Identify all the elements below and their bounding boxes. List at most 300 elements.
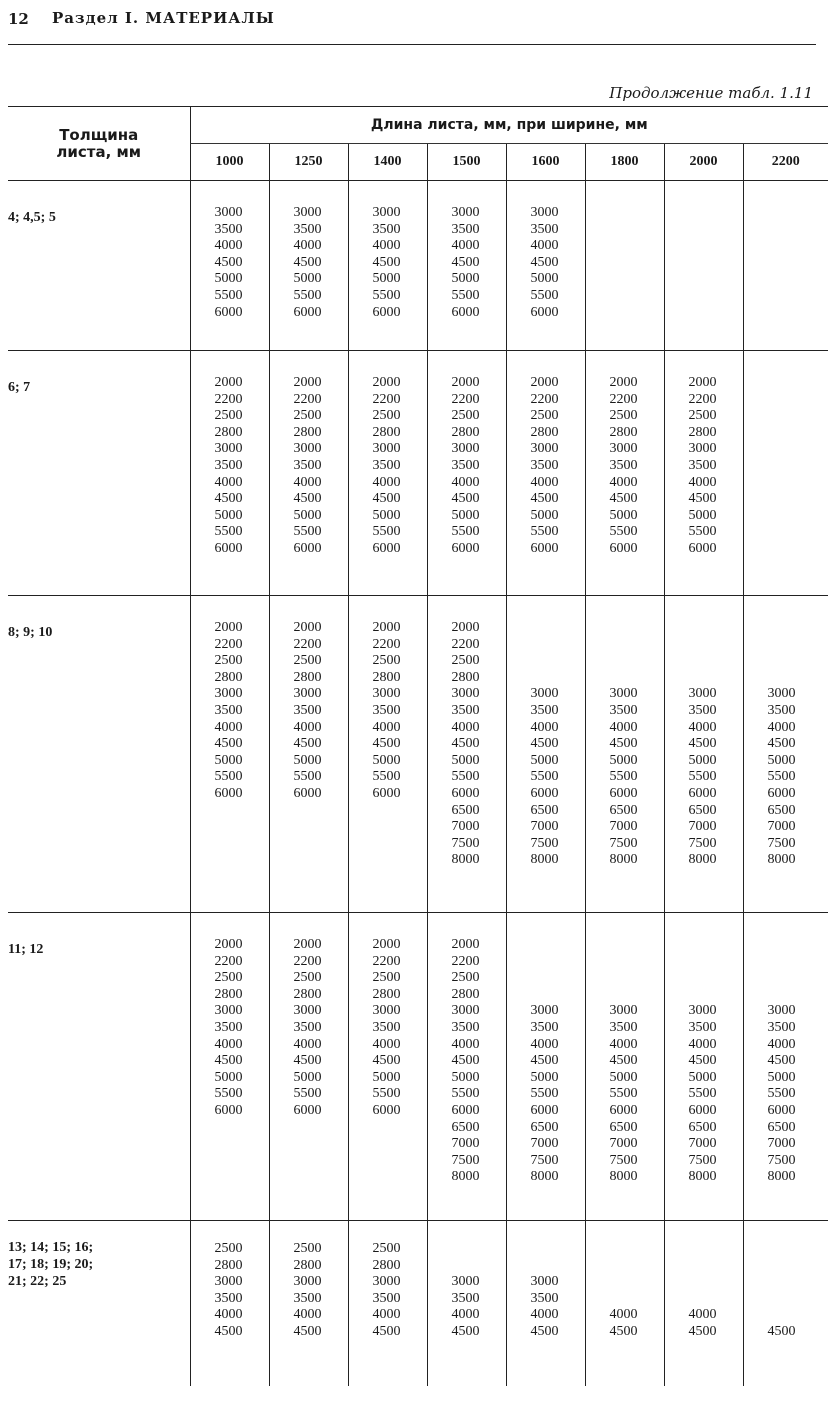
length-value: 5500 [372, 769, 401, 785]
thickness-header [8, 107, 190, 181]
length-value: 6000 [688, 540, 717, 556]
length-value: 6000 [372, 304, 401, 320]
length-value: 6000 [293, 1102, 322, 1118]
length-value [531, 1241, 585, 1258]
length-value [610, 670, 664, 687]
length-value: 2500 [293, 653, 322, 669]
length-value: 4000 [293, 238, 322, 254]
length-value: 4500 [767, 1053, 796, 1069]
length-value: 4000 [609, 1036, 638, 1052]
length-value: 3500 [609, 457, 638, 473]
length-value: 5000 [688, 1069, 717, 1085]
length-value: 3000 [451, 1003, 480, 1019]
length-value: 6000 [372, 1102, 401, 1118]
length-value: 2800 [372, 424, 401, 440]
length-value: 4500 [372, 736, 401, 752]
length-value [689, 970, 743, 987]
length-value: 3500 [609, 702, 638, 718]
length-value: 2000 [293, 620, 322, 635]
length-value: 6000 [214, 540, 243, 556]
length-value: 5000 [609, 507, 638, 523]
length-value: 4000 [767, 1036, 796, 1052]
length-value: 4000 [293, 1036, 322, 1052]
length-value: 2500 [609, 408, 638, 424]
length-value: 4500 [451, 1053, 480, 1069]
length-value: 8000 [609, 1169, 638, 1185]
length-value: 4500 [451, 254, 480, 270]
length-value [768, 653, 829, 670]
length-value: 3500 [530, 702, 559, 718]
thickness-group-row [8, 351, 828, 596]
thickness-value: 21; 22; 25 [8, 1274, 67, 1289]
length-value: 3000 [372, 1003, 401, 1019]
length-value: 5000 [688, 507, 717, 523]
thickness-group-row [8, 913, 828, 1221]
length-value: 7500 [688, 1152, 717, 1168]
length-value: 2000 [214, 375, 243, 390]
length-cell [506, 1221, 585, 1386]
length-value: 4500 [372, 1053, 401, 1069]
thickness-cell [8, 596, 190, 913]
length-value: 6000 [609, 540, 638, 556]
length-value: 6000 [767, 785, 796, 801]
length-value: 5500 [530, 769, 559, 785]
length-value: 4000 [530, 719, 559, 735]
length-value: 3500 [372, 1290, 401, 1306]
length-value: 4000 [214, 474, 243, 490]
length-value: 5500 [293, 524, 322, 540]
length-value: 2000 [372, 375, 401, 390]
length-value: 6500 [451, 802, 480, 818]
length-value: 2800 [451, 986, 480, 1002]
length-value: 4000 [214, 1036, 243, 1052]
length-value: 2800 [214, 1257, 243, 1273]
length-value: 2500 [293, 970, 322, 986]
length-value: 4000 [451, 238, 480, 254]
length-value [531, 987, 585, 1004]
length-value: 5000 [214, 1069, 243, 1085]
length-value [768, 620, 829, 637]
length-value: 6500 [688, 802, 717, 818]
length-cell [506, 351, 585, 596]
length-value [768, 1307, 829, 1324]
length-value: 3500 [688, 1019, 717, 1035]
length-value: 3000 [451, 1274, 480, 1290]
length-value: 7000 [451, 819, 480, 835]
length-value [531, 970, 585, 987]
length-value: 5500 [372, 287, 401, 303]
length-value [689, 1291, 743, 1308]
length-value: 3000 [293, 686, 322, 702]
length-value: 5000 [214, 752, 243, 768]
length-value [610, 1241, 664, 1258]
length-value: 4500 [214, 1053, 243, 1069]
length-value: 6000 [530, 785, 559, 801]
length-value: 3500 [451, 702, 480, 718]
length-value: 5500 [609, 1086, 638, 1102]
length-value: 2800 [293, 1257, 322, 1273]
length-value: 3500 [372, 702, 401, 718]
length-value: 4500 [688, 1053, 717, 1069]
length-value [689, 937, 743, 954]
length-value: 3000 [214, 686, 243, 702]
length-cell [348, 1221, 427, 1386]
length-value: 3000 [372, 1274, 401, 1290]
length-value: 4500 [530, 491, 559, 507]
length-value: 3000 [609, 686, 638, 702]
length-cell [506, 596, 585, 913]
length-value: 6000 [293, 304, 322, 320]
length-value: 2800 [214, 986, 243, 1002]
length-value: 4500 [372, 1323, 401, 1339]
length-value: 2200 [372, 636, 401, 652]
length-cell [269, 596, 348, 913]
length-value: 7000 [609, 1136, 638, 1152]
length-value: 4500 [767, 1323, 796, 1339]
length-value: 4000 [451, 474, 480, 490]
page-header [8, 8, 816, 38]
length-value: 3500 [530, 457, 559, 473]
length-value: 3000 [372, 205, 401, 220]
length-value: 7000 [688, 819, 717, 835]
length-value: 2500 [451, 408, 480, 424]
length-value: 2200 [372, 391, 401, 407]
length-value: 5500 [451, 287, 480, 303]
section-title: Раздел I. МАТЕРИАЛЫ [52, 9, 275, 27]
length-cell [585, 1221, 664, 1386]
length-value [610, 637, 664, 654]
length-header: Длина листа, мм, при ширине, мм [190, 107, 828, 144]
length-value: 5000 [293, 271, 322, 287]
length-value: 4500 [293, 254, 322, 270]
length-value: 5500 [530, 524, 559, 540]
length-value: 6000 [372, 540, 401, 556]
length-value: 5500 [609, 524, 638, 540]
length-value: 5000 [372, 507, 401, 523]
length-value: 2200 [372, 953, 401, 969]
length-value [768, 637, 829, 654]
length-value [768, 670, 829, 687]
length-value: 3000 [767, 686, 796, 702]
length-value: 2800 [372, 1257, 401, 1273]
length-value: 5000 [293, 507, 322, 523]
length-value: 6000 [688, 1102, 717, 1118]
length-value: 2500 [688, 408, 717, 424]
length-value [689, 670, 743, 687]
length-value [689, 954, 743, 971]
length-cell [743, 181, 828, 351]
length-value [768, 937, 829, 954]
length-value: 4500 [293, 1053, 322, 1069]
length-value: 3500 [293, 457, 322, 473]
length-value: 2800 [688, 424, 717, 440]
length-value: 2800 [293, 424, 322, 440]
length-value: 2500 [214, 653, 243, 669]
length-value: 7500 [530, 1152, 559, 1168]
length-value: 4500 [451, 736, 480, 752]
length-cell [190, 1221, 269, 1386]
length-value: 3500 [372, 457, 401, 473]
length-value: 5000 [214, 271, 243, 287]
width-header: 2200 [743, 144, 828, 181]
length-value: 5000 [688, 752, 717, 768]
length-value: 2500 [293, 1241, 322, 1256]
width-header: 1250 [269, 144, 348, 181]
length-value: 3000 [688, 686, 717, 702]
length-value: 6000 [609, 785, 638, 801]
length-cell [190, 596, 269, 913]
length-value: 3000 [293, 1274, 322, 1290]
length-value: 5500 [214, 287, 243, 303]
length-value [531, 620, 585, 637]
length-value: 3000 [767, 1003, 796, 1019]
length-value: 5500 [530, 287, 559, 303]
length-cell [585, 351, 664, 596]
length-value: 5500 [609, 769, 638, 785]
length-value: 2800 [293, 986, 322, 1002]
thickness-cell [8, 181, 190, 351]
length-cell [190, 351, 269, 596]
thickness-value: 11; 12 [8, 942, 44, 957]
length-cell [269, 351, 348, 596]
length-value: 6000 [372, 785, 401, 801]
length-value: 2200 [451, 636, 480, 652]
length-value: 5500 [293, 287, 322, 303]
length-value: 4500 [451, 1323, 480, 1339]
length-value: 5000 [293, 1069, 322, 1085]
length-value: 4000 [609, 719, 638, 735]
length-value [610, 620, 664, 637]
length-cell [348, 181, 427, 351]
length-value: 2800 [372, 669, 401, 685]
length-value: 6500 [530, 1119, 559, 1135]
length-cell [585, 596, 664, 913]
length-value: 4500 [214, 736, 243, 752]
length-value: 6000 [688, 785, 717, 801]
length-value: 6500 [609, 802, 638, 818]
length-value [768, 1291, 829, 1308]
length-value: 2200 [451, 953, 480, 969]
length-value: 3000 [372, 441, 401, 457]
length-cell [348, 913, 427, 1221]
length-value: 7500 [688, 835, 717, 851]
length-value: 5500 [214, 524, 243, 540]
length-value: 4000 [530, 1036, 559, 1052]
length-value: 4500 [688, 736, 717, 752]
table-continuation-note: Продолжение табл. 1.11 [609, 84, 813, 102]
length-value: 8000 [767, 852, 796, 868]
length-value: 2200 [214, 391, 243, 407]
width-header: 1000 [190, 144, 269, 181]
length-value [452, 1258, 506, 1275]
length-value: 2000 [451, 937, 480, 952]
length-value [689, 637, 743, 654]
length-value: 4500 [372, 254, 401, 270]
length-value: 7500 [609, 835, 638, 851]
length-value [531, 637, 585, 654]
length-cell [664, 913, 743, 1221]
length-value: 4000 [214, 238, 243, 254]
length-value: 2500 [372, 653, 401, 669]
length-value: 4000 [293, 719, 322, 735]
length-value: 4500 [609, 1053, 638, 1069]
length-value: 8000 [530, 1169, 559, 1185]
length-value: 5500 [372, 1086, 401, 1102]
length-value: 7500 [451, 1152, 480, 1168]
length-value: 6500 [767, 1119, 796, 1135]
length-value: 3000 [609, 441, 638, 457]
length-value: 3000 [530, 441, 559, 457]
length-value: 6000 [214, 304, 243, 320]
length-cell [427, 181, 506, 351]
length-value [610, 653, 664, 670]
length-cell [664, 596, 743, 913]
length-value: 4000 [293, 1307, 322, 1323]
length-value: 6000 [530, 540, 559, 556]
length-value: 7500 [530, 835, 559, 851]
length-value: 6000 [293, 540, 322, 556]
length-cell [269, 1221, 348, 1386]
length-value: 3500 [214, 1290, 243, 1306]
length-value: 2000 [451, 620, 480, 635]
length-value: 4500 [530, 1053, 559, 1069]
length-cell [427, 351, 506, 596]
length-value: 3000 [214, 1274, 243, 1290]
length-cell [427, 913, 506, 1221]
length-value: 7500 [767, 1152, 796, 1168]
length-cell [664, 351, 743, 596]
length-value: 2200 [293, 391, 322, 407]
length-value [531, 937, 585, 954]
length-value: 5000 [767, 752, 796, 768]
length-value [610, 970, 664, 987]
length-value: 2200 [293, 636, 322, 652]
length-value: 7000 [767, 1136, 796, 1152]
length-value: 4000 [293, 474, 322, 490]
length-value: 3000 [451, 205, 480, 220]
length-value: 2200 [214, 636, 243, 652]
length-value: 2000 [451, 375, 480, 390]
length-value: 4500 [451, 491, 480, 507]
length-value: 5500 [688, 524, 717, 540]
length-value: 6000 [451, 540, 480, 556]
length-value: 3000 [372, 686, 401, 702]
length-value [768, 1241, 829, 1258]
length-value: 2500 [451, 970, 480, 986]
length-value: 3500 [451, 1290, 480, 1306]
length-value [531, 1258, 585, 1275]
length-value: 8000 [767, 1169, 796, 1185]
length-cell [743, 596, 828, 913]
length-value: 2200 [214, 953, 243, 969]
length-value: 5500 [372, 524, 401, 540]
length-value: 2200 [451, 391, 480, 407]
length-value: 5000 [609, 752, 638, 768]
length-value: 6000 [451, 1102, 480, 1118]
width-header: 1600 [506, 144, 585, 181]
thickness-value: 17; 18; 19; 20; [8, 1257, 94, 1272]
length-value: 6000 [530, 304, 559, 320]
length-value: 4000 [372, 719, 401, 735]
length-value: 4000 [688, 719, 717, 735]
length-value [452, 1241, 506, 1258]
thickness-group-row [8, 1221, 828, 1386]
length-value: 5500 [293, 1086, 322, 1102]
length-value: 5000 [372, 271, 401, 287]
length-value [689, 620, 743, 637]
width-header: 1400 [348, 144, 427, 181]
length-value: 4500 [767, 736, 796, 752]
length-value: 5000 [609, 1069, 638, 1085]
length-value: 5500 [451, 524, 480, 540]
thickness-group-row [8, 181, 828, 351]
length-cell [743, 351, 828, 596]
length-cell [269, 913, 348, 1221]
length-value: 2000 [688, 375, 717, 390]
length-value: 5000 [530, 271, 559, 287]
length-value: 2000 [214, 937, 243, 952]
length-value: 4500 [214, 254, 243, 270]
length-value: 7000 [767, 819, 796, 835]
length-value: 2500 [372, 1241, 401, 1256]
length-value: 3000 [214, 205, 243, 220]
length-value: 6500 [609, 1119, 638, 1135]
length-value: 2000 [214, 620, 243, 635]
length-value: 4500 [609, 1323, 638, 1339]
length-cell [664, 181, 743, 351]
length-value: 4000 [530, 238, 559, 254]
length-value: 6500 [767, 802, 796, 818]
length-value [768, 1258, 829, 1275]
length-value: 7000 [451, 1136, 480, 1152]
length-value: 8000 [688, 1169, 717, 1185]
length-value: 5000 [293, 752, 322, 768]
thickness-cell [8, 351, 190, 596]
length-value: 5500 [688, 1086, 717, 1102]
width-header: 1500 [427, 144, 506, 181]
length-value: 3000 [293, 441, 322, 457]
length-value: 3000 [451, 441, 480, 457]
length-value: 5000 [372, 1069, 401, 1085]
length-value: 2500 [372, 408, 401, 424]
length-value: 2200 [293, 953, 322, 969]
length-value: 6000 [451, 304, 480, 320]
length-value: 3500 [451, 457, 480, 473]
length-cell [743, 1221, 828, 1386]
length-value [768, 987, 829, 1004]
length-cell [190, 181, 269, 351]
thickness-value: 13; 14; 15; 16; [8, 1240, 94, 1255]
length-value: 6000 [293, 785, 322, 801]
length-value: 6000 [767, 1102, 796, 1118]
length-value [610, 987, 664, 1004]
length-value: 4500 [214, 1323, 243, 1339]
length-value: 3500 [688, 457, 717, 473]
length-value: 3000 [530, 1274, 559, 1290]
length-value: 4500 [609, 736, 638, 752]
thickness-value: 4; 4,5; 5 [8, 210, 56, 225]
length-value: 3500 [767, 702, 796, 718]
length-value: 4500 [293, 491, 322, 507]
length-cell [506, 913, 585, 1221]
length-value: 3000 [451, 686, 480, 702]
length-value: 5000 [767, 1069, 796, 1085]
length-value [531, 670, 585, 687]
length-value: 2000 [530, 375, 559, 390]
length-value: 4000 [451, 1307, 480, 1323]
length-value: 3000 [214, 441, 243, 457]
length-value: 4000 [688, 1036, 717, 1052]
